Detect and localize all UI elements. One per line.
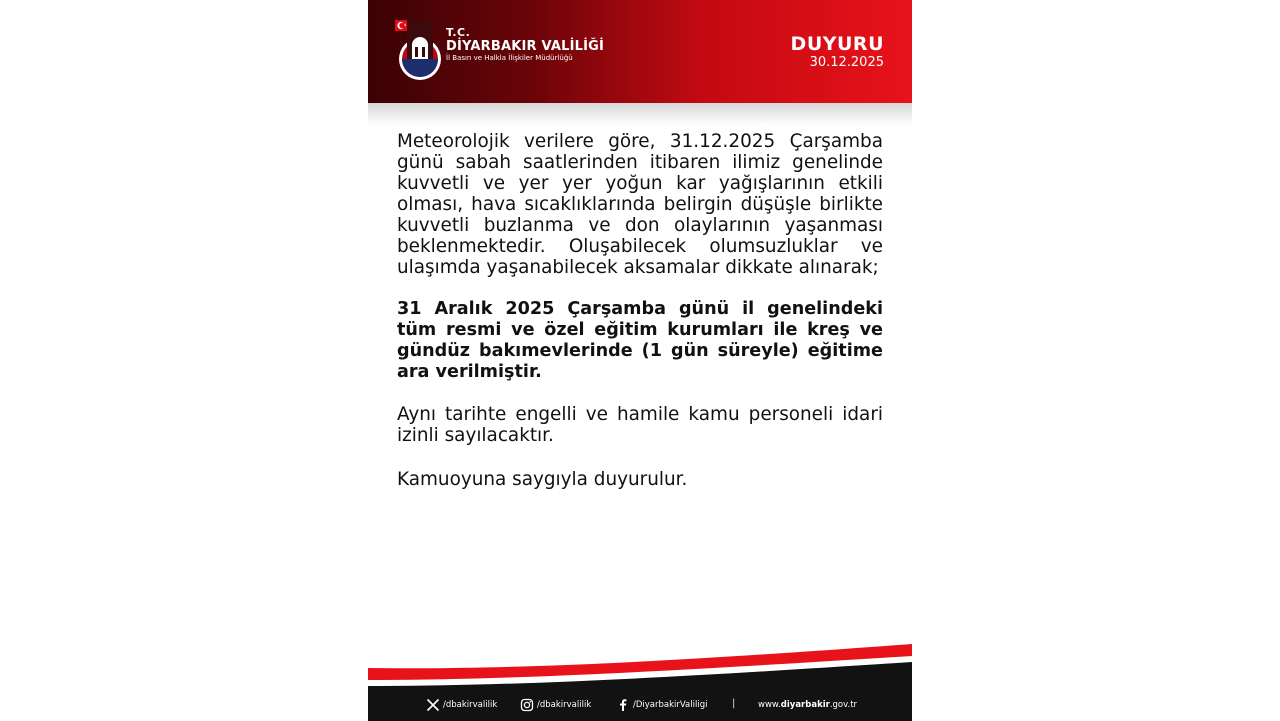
instagram-icon <box>520 698 534 712</box>
paragraph-decision: 31 Aralık 2025 Çarşamba günü il genelindeki tüm resmi ve özel eğitim kurumları ile kreş ve gündüz bakımevlerinde (1 gün süreyle) eğitime ara verilmiştir. <box>397 299 883 382</box>
footer-bar <box>368 690 912 721</box>
header-banner <box>368 0 912 103</box>
instagram-link[interactable] <box>520 698 591 712</box>
website-domain: diyarbakir <box>780 700 830 710</box>
brand-tc: T.C. <box>446 26 471 39</box>
x-link[interactable] <box>426 698 497 712</box>
notice-title: DUYURU <box>790 33 884 55</box>
instagram-handle: /dbakirvalilik <box>537 700 592 710</box>
paragraph-personnel: Aynı tarihte engelli ve hamile kamu personeli idari izinli sayılacaktır. <box>397 404 883 446</box>
header-shadow <box>368 103 912 125</box>
announcement-body <box>397 131 883 490</box>
footer-separator: | <box>732 698 736 709</box>
x-icon <box>426 698 440 712</box>
city-wall-logo <box>395 17 443 83</box>
notice-block <box>791 33 884 70</box>
brand-name: DİYARBAKIR VALİLİĞİ <box>446 39 605 54</box>
website-suffix: .gov.tr <box>829 700 858 710</box>
paragraph-weather: Meteorolojik verilere göre, 31.12.2025 Çarşamba günü sabah saatlerinden itibaren ilimiz genelinde kuvvetli ve yer yer yoğun kar yağışlarının etkili olması, hava sıcaklıklarında belirgin düşüşle birlikte kuvvetli buzlanma ve don olaylarının yaşanması beklenmektedir. Oluşabilecek olumsuzluklar ve ulaşımda yaşanabilecek aksamalar dikkate alınarak; <box>397 131 883 278</box>
facebook-icon <box>616 698 630 712</box>
announcement-poster <box>368 0 912 721</box>
brand-subtitle: İl Basın ve Halkla İlişkiler Müdürlüğü <box>446 54 573 62</box>
facebook-handle: /DiyarbakirValiligi <box>633 700 708 710</box>
notice-date: 30.12.2025 <box>809 55 884 70</box>
paragraph-closing: Kamuoyuna saygıyla duyurulur. <box>397 469 688 490</box>
facebook-link[interactable] <box>616 698 707 712</box>
website-prefix: www. <box>758 700 781 710</box>
brand-block <box>446 27 604 63</box>
x-handle: /dbakirvalilik <box>443 700 498 710</box>
website-link[interactable] <box>758 700 857 710</box>
